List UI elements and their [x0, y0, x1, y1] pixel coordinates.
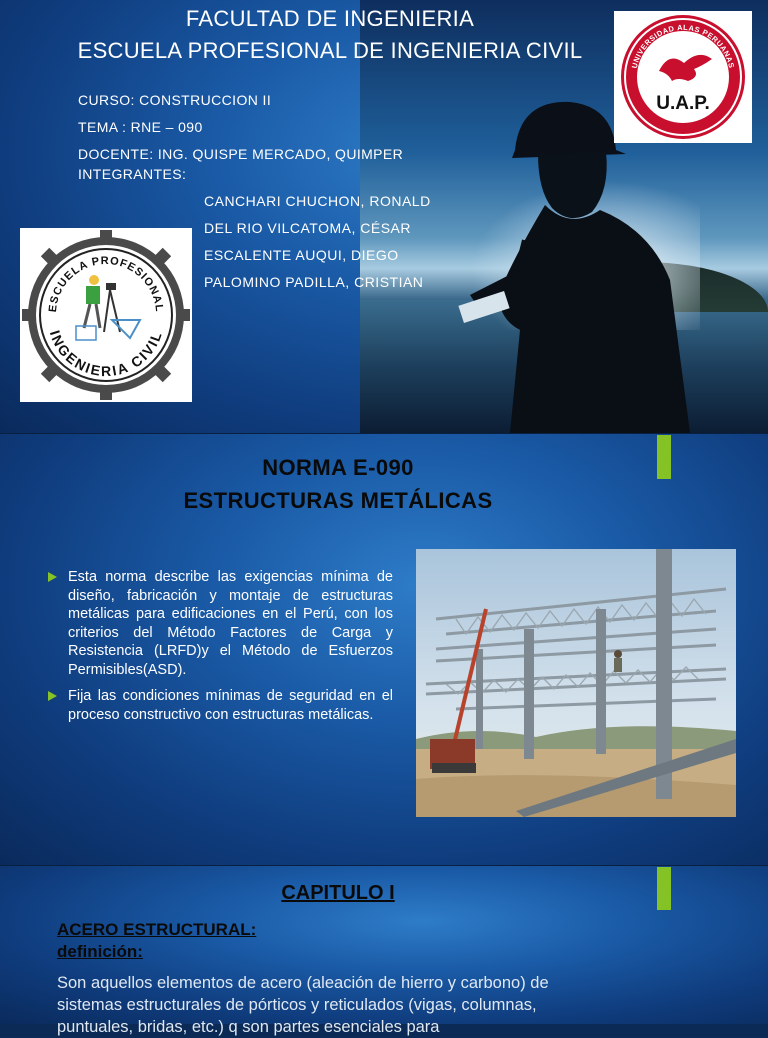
school-title: ESCUELA PROFESIONAL DE INGENIERIA CIVIL — [77, 38, 583, 63]
bullet-arrow-icon — [48, 572, 57, 582]
section-heading: ACERO ESTRUCTURAL: — [57, 920, 257, 939]
faculty-title: FACULTAD DE INGENIERIA — [185, 6, 475, 31]
definition-text: Son aquellos elementos de acero (aleación de hierro y carbono) de sistemas estructurales de pórticos y reticulados (vigas, columnas, puntuales, bridas, etc.) q son partes esenciales para — [57, 974, 549, 1036]
bullet-arrow-icon — [48, 691, 57, 701]
chapter-slide — [0, 865, 768, 1036]
chapter-title: CAPITULO I — [281, 882, 395, 904]
list-item: Esta norma describe las exigencias mínima de diseño, fabricación y montaje de estructuras metálicas para edificaciones en el Perú, con los criterios del Método Factores de Carga y Resistencia (LRFD)y el Método de Esfuerzos Permisibles(ASD). — [48, 568, 393, 679]
norma-title: NORMA E-090 — [262, 455, 414, 480]
norma-subtitle: ESTRUCTURAS METÁLICAS — [183, 488, 493, 513]
topic-label: TEMA : RNE – 090 — [78, 119, 203, 135]
uap-abbr: U.A.P. — [656, 93, 710, 114]
member-name: CANCHARI CHUCHON, RONALD — [204, 193, 431, 209]
list-item: Fija las condiciones mínimas de seguridad en el proceso constructivo con estructuras metálicas. — [48, 687, 393, 724]
teacher-label: DOCENTE: ING. QUISPE MERCADO, QUIMPER — [78, 146, 404, 162]
member-name: PALOMINO PADILLA, CRISTIAN — [204, 274, 424, 290]
steel-structure-photo — [416, 549, 736, 817]
norma-slide — [0, 433, 768, 865]
cover-slide — [0, 0, 768, 433]
members-label: INTEGRANTES: — [78, 166, 187, 182]
bullet-list — [48, 568, 393, 732]
uap-logo — [614, 11, 752, 143]
course-label: CURSO: CONSTRUCCION II — [78, 92, 272, 108]
member-name: DEL RIO VILCATOMA, CÉSAR — [204, 220, 412, 236]
ic-top-text: ESCUELA PROFESIONAL — [46, 254, 166, 313]
member-name: ESCALENTE AUQUI, DIEGO — [204, 247, 399, 263]
uap-ring-text: UNIVERSIDAD ALAS PERUANAS — [629, 22, 737, 70]
civil-engineering-logo — [20, 228, 192, 402]
definition-heading: definición: — [57, 942, 143, 961]
ic-bottom-text: INGENIERIA CIVIL — [46, 328, 166, 380]
